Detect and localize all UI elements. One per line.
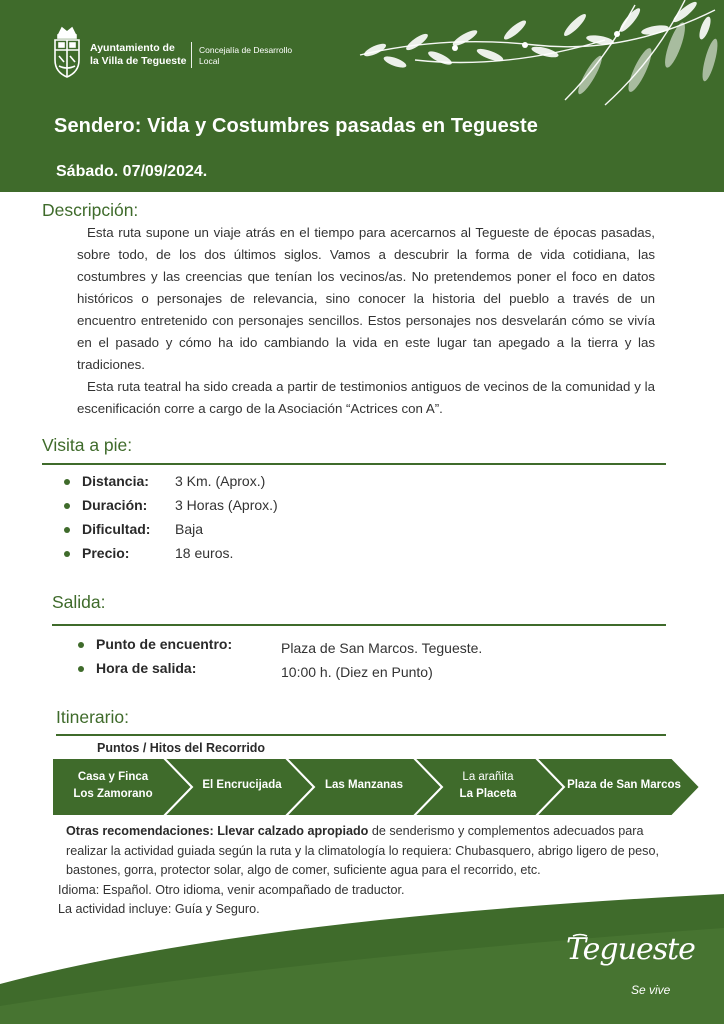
page-title: Sendero: Vida y Costumbres pasadas en Tegueste bbox=[54, 115, 539, 137]
route-stop-4 bbox=[436, 769, 540, 803]
incluye-text: La actividad incluye: Guía y Seguro. bbox=[58, 902, 260, 916]
dept-line-1: Concejalía de Desarrollo bbox=[199, 45, 293, 55]
event-date: Sábado. 07/09/2024. bbox=[56, 163, 208, 180]
visita-value-duracion: 3 Horas (Aprox.) bbox=[175, 497, 278, 513]
salida-list bbox=[78, 636, 538, 686]
visita-value-dificultad: Baja bbox=[175, 521, 204, 537]
salida-key-punto: Punto de encuentro: bbox=[96, 636, 233, 652]
salida-value-hora: 10:00 h. (Diez en Punto) bbox=[281, 664, 433, 680]
heading-descripcion: Descripción: bbox=[42, 200, 139, 220]
olive-branch-icon bbox=[355, 0, 724, 110]
route-stop-2-line-1: El Encrucijada bbox=[202, 779, 282, 791]
heading-itinerario: Itinerario: bbox=[56, 707, 129, 727]
dept-line-2: Local bbox=[199, 56, 220, 66]
salida-value-punto: Plaza de San Marcos. Tegueste. bbox=[281, 640, 483, 656]
route-stop-4-line-2: La Placeta bbox=[459, 788, 517, 800]
recommendations-bold: Llevar calzado apropiado bbox=[217, 824, 369, 838]
heading-salida: Salida: bbox=[52, 592, 106, 612]
idioma-text: Idioma: Español. Otro idioma, venir acompañado de traductor. bbox=[58, 882, 405, 897]
heading-visita: Visita a pie: bbox=[42, 435, 133, 455]
recommendations-lead: Otras recomendaciones: bbox=[66, 824, 214, 838]
route-chevrons bbox=[52, 758, 700, 816]
rule-visita bbox=[42, 463, 666, 465]
salida-key-hora: Hora de salida: bbox=[96, 660, 197, 676]
route-stop-2 bbox=[190, 777, 294, 794]
organization-name bbox=[90, 42, 186, 68]
route-stop-5-line-1: Plaza de San Marcos bbox=[567, 779, 681, 791]
description-text bbox=[77, 222, 655, 420]
visita-key-distancia: Distancia: bbox=[82, 473, 149, 489]
visita-value-precio: 18 euros. bbox=[175, 545, 234, 561]
org-line-1: Ayuntamiento de bbox=[90, 42, 175, 54]
visita-key-duracion: Duración: bbox=[82, 497, 148, 513]
recommendations-text bbox=[58, 822, 668, 881]
bullet-icon bbox=[64, 551, 70, 557]
description-paragraph-1: Esta ruta supone un viaje atrás en el tiempo para acercarnos al Tegueste de épocas pasadas, sobre todo, de los dos últimos siglos. Vamos a descubrir la forma de vida cotidiana, las costumbres y las creencias que tenían los vecinos/as. No pretendemos poner el foco en datos históricos o personajes de relevancia, sino conocer la historia del pueblo a través de un encuentro entretenido con personajes sencillos. Estos personajes nos desvelarán cómo se vivía en el pasado y cómo ha ido cambiando la vida en este lugar tan apegado a la tierra y las tradiciones. bbox=[77, 225, 655, 372]
route-stop-4-line-1: La arañita bbox=[462, 771, 514, 783]
description-paragraph-2: Esta ruta teatral ha sido creada a partir de testimonios antiguos de vecinos de la comunidad y la escenificación corre a cargo de la Asociación “Actrices con A”. bbox=[77, 379, 655, 416]
header-banner bbox=[0, 0, 724, 192]
route-stop-1-line-1: Casa y Finca bbox=[77, 771, 149, 783]
bullet-icon bbox=[78, 642, 84, 648]
rule-salida bbox=[52, 624, 666, 626]
brand-logo: Tegueste bbox=[566, 932, 695, 967]
bullet-icon bbox=[64, 527, 70, 533]
bullet-icon bbox=[64, 479, 70, 485]
rule-itinerario bbox=[56, 734, 666, 736]
route-stop-3 bbox=[310, 777, 418, 794]
brand-tagline: Se vive bbox=[631, 983, 671, 997]
header-divider bbox=[191, 42, 192, 68]
route-stop-1-line-2: Los Zamorano bbox=[73, 788, 153, 800]
bullet-icon bbox=[78, 666, 84, 672]
route-stop-3-line-1: Las Manzanas bbox=[325, 779, 403, 791]
org-line-2: la Villa de Tegueste bbox=[90, 55, 187, 67]
route-stop-1 bbox=[62, 769, 164, 803]
department-name bbox=[199, 45, 292, 67]
route-stop-5 bbox=[560, 777, 688, 794]
visita-value-distancia: 3 Km. (Aprox.) bbox=[175, 473, 266, 489]
bullet-icon bbox=[64, 503, 70, 509]
visita-list bbox=[64, 473, 364, 568]
recommendations-rest: de senderismo y complementos adecuados para realizar la actividad guiada según la ruta y la climatología lo requiera: Chubasquero, abrigo ligero de peso, bastones, gorra, protector solar, algo de comer, suficiente agua para el recorrido, etc. bbox=[66, 824, 659, 877]
points-label: Puntos / Hitos del Recorrido bbox=[97, 741, 266, 755]
coat-of-arms-icon bbox=[50, 24, 84, 80]
visita-key-precio: Precio: bbox=[82, 545, 130, 561]
visita-key-dificultad: Dificultad: bbox=[82, 521, 151, 537]
